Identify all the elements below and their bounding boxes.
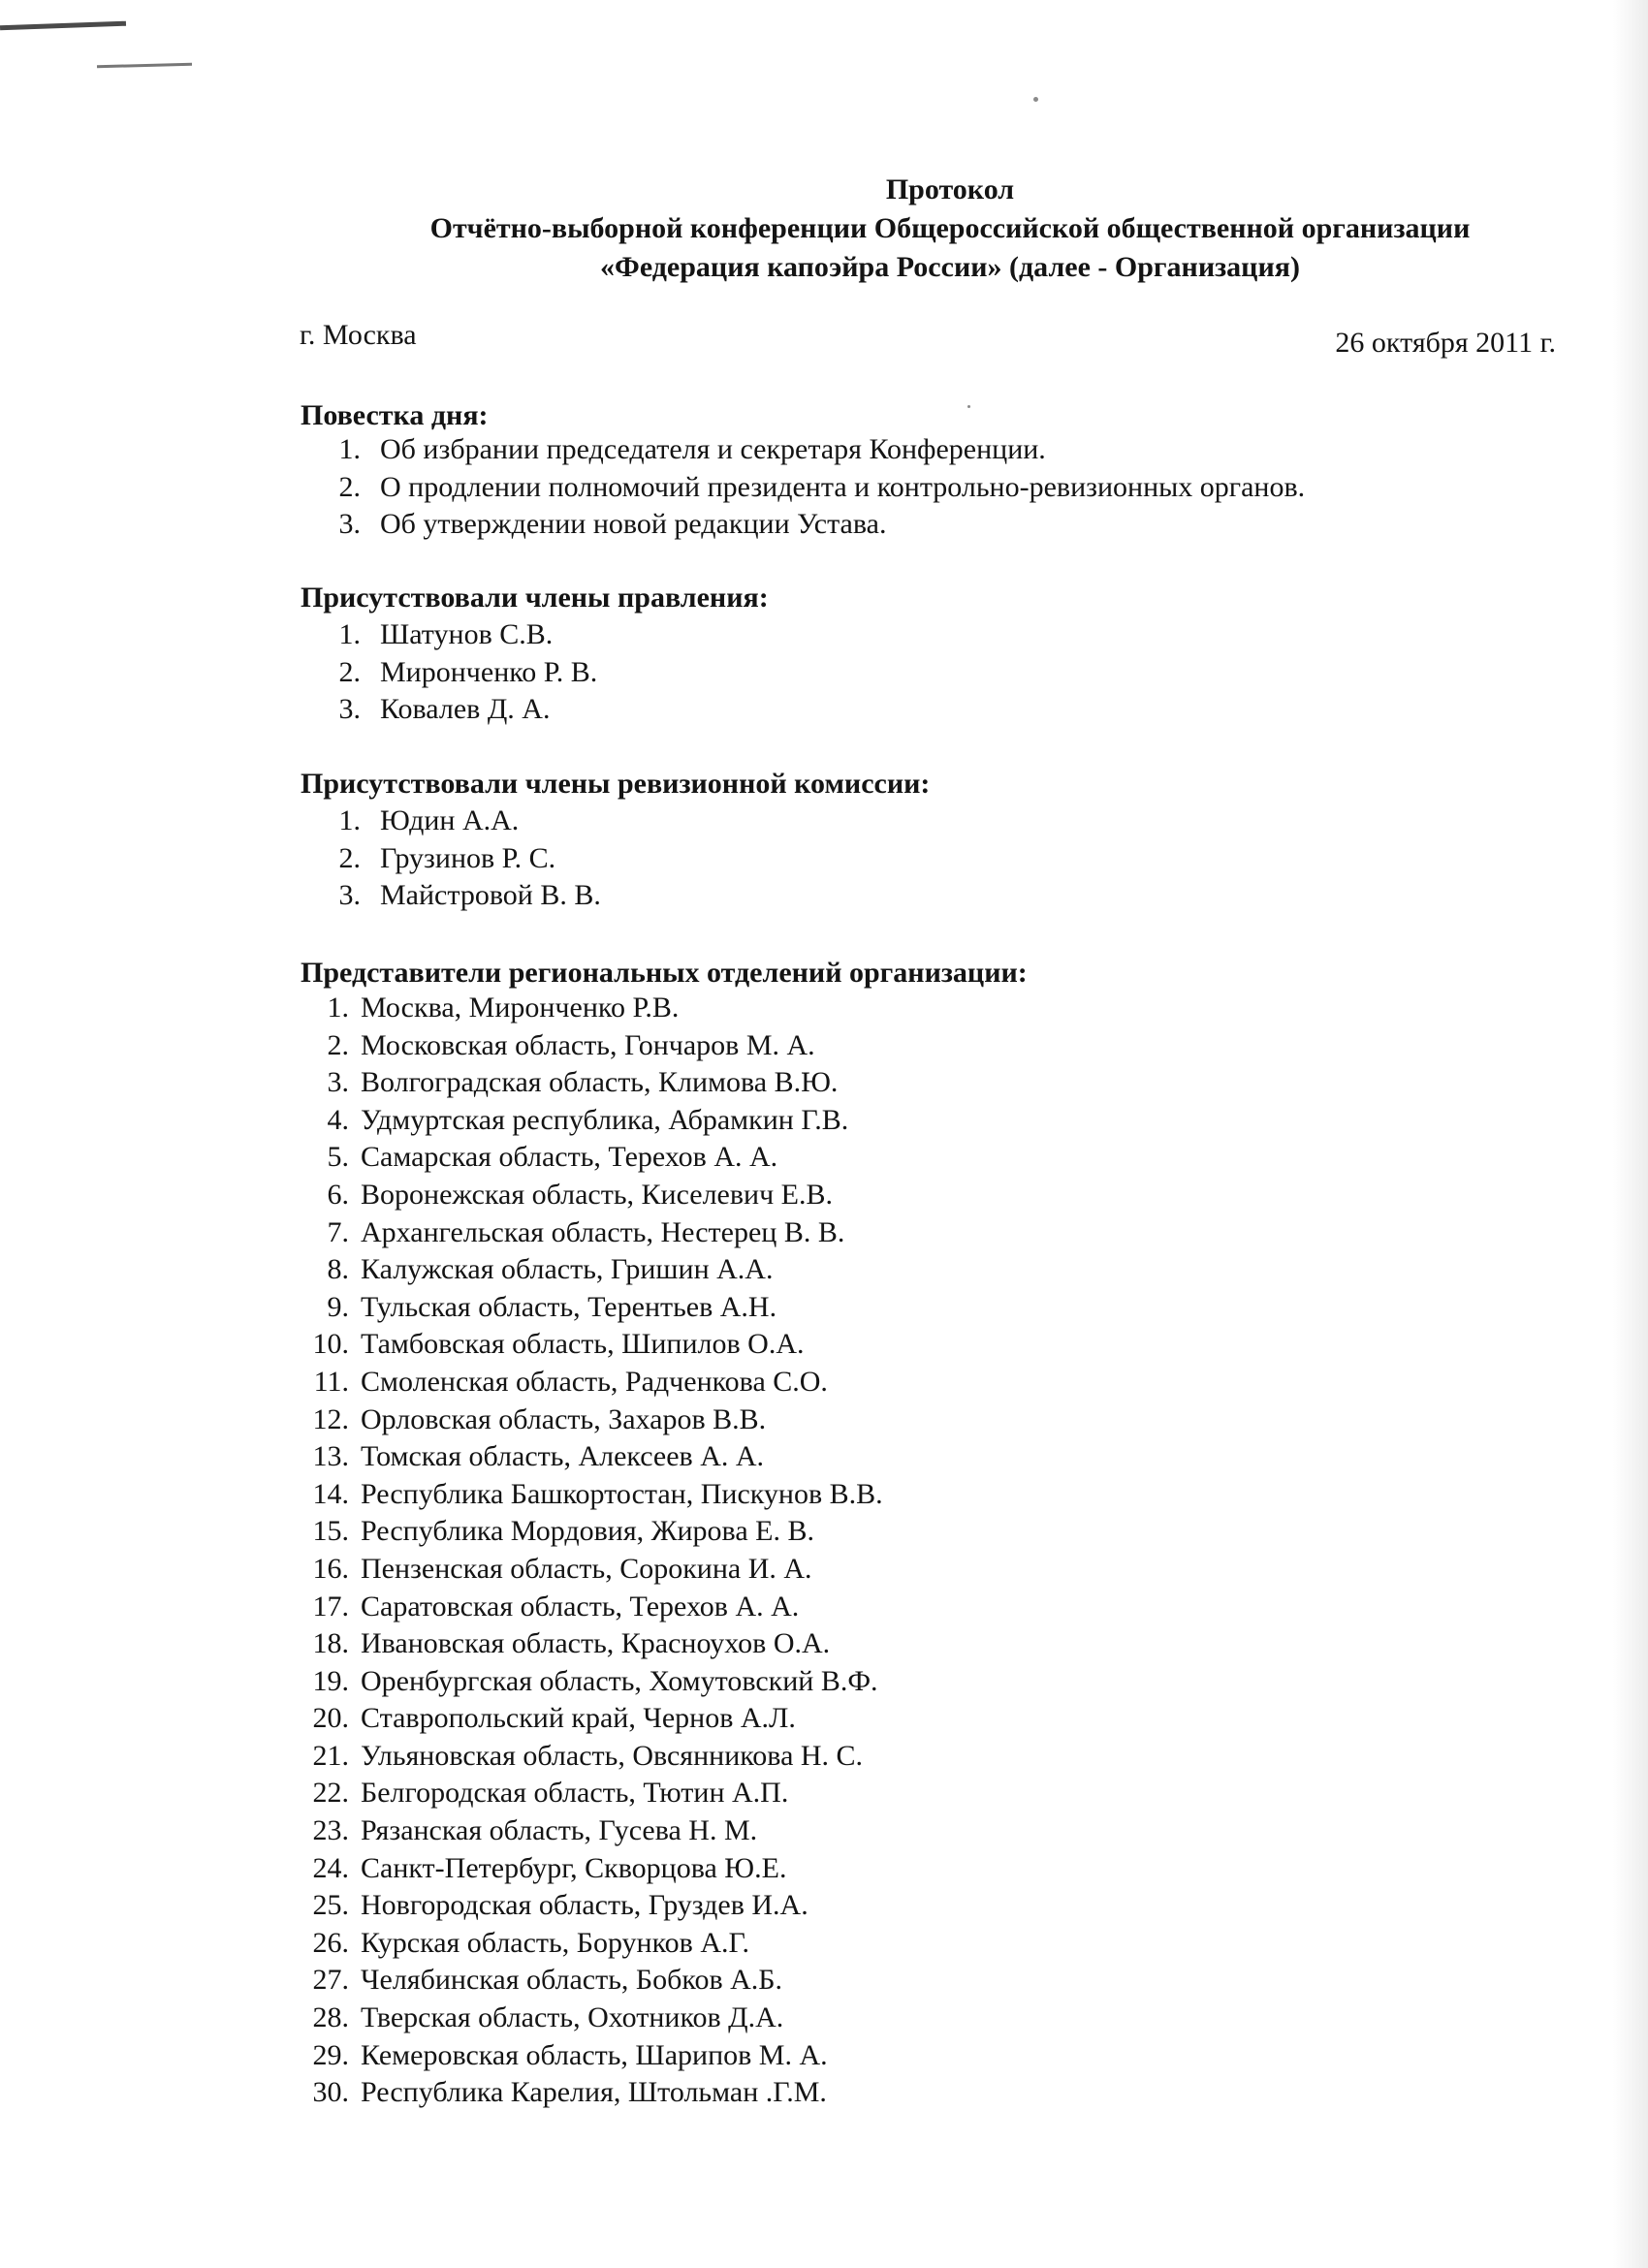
- list-item: [308, 1251, 883, 1289]
- agenda-heading: Повестка дня:: [301, 399, 489, 431]
- list-item: [308, 1589, 883, 1626]
- list-item: [308, 1064, 883, 1102]
- list-item-number: 14.: [312, 1477, 349, 1510]
- list-item-text: Рязанская область, Гусева Н. М.: [361, 1814, 758, 1847]
- list-item-number: 9.: [327, 1290, 349, 1323]
- list-item-number: 3.: [338, 879, 361, 912]
- list-item: [308, 1925, 883, 1963]
- list-item-text: Курская область, Борунков А.Г.: [361, 1926, 749, 1959]
- list-item-text: Москва, Мирончeнко Р.В.: [361, 992, 680, 1024]
- list-item-number: 26.: [312, 1926, 349, 1959]
- list-item-text: Тульская область, Терентьев А.Н.: [361, 1290, 777, 1323]
- list-item-text: Воронежская область, Киселевич Е.В.: [361, 1178, 834, 1211]
- list-item: [308, 1775, 883, 1812]
- list-item: [308, 1476, 883, 1514]
- list-item-text: Волгоградская область, Климова В.Ю.: [361, 1066, 839, 1099]
- scan-mark: [0, 21, 126, 31]
- list-item: [308, 2000, 883, 2037]
- list-item-text: Юдин А.А.: [380, 804, 520, 836]
- list-item-number: 16.: [312, 1552, 349, 1585]
- list-item-text: Калужская область, Гришин А.А.: [361, 1253, 774, 1286]
- list-item-number: 23.: [312, 1814, 349, 1847]
- scan-mark: [97, 63, 192, 69]
- audit-commission-list: [330, 803, 601, 915]
- agenda-list: [330, 431, 1305, 544]
- list-item: [308, 1214, 883, 1252]
- list-item-number: 29.: [312, 2038, 349, 2071]
- list-item-text: Санкт-Петербург, Скворцова Ю.Е.: [361, 1851, 787, 1884]
- document-title: Протокол: [885, 173, 1015, 205]
- list-item-number: 3.: [338, 508, 361, 541]
- list-item: [308, 1850, 883, 1888]
- list-item: [308, 2037, 883, 2075]
- list-item: [308, 1812, 883, 1850]
- list-item: [308, 1289, 883, 1327]
- board-heading: Присутствовали члены правления:: [301, 582, 769, 614]
- list-item-text: Республика Карелия, Штольман .Г.М.: [361, 2076, 827, 2109]
- list-item-number: 2.: [338, 655, 361, 688]
- list-item-number: 7.: [327, 1215, 349, 1248]
- list-item: [308, 990, 883, 1027]
- list-item-number: 15.: [312, 1515, 349, 1548]
- list-item: [330, 431, 1305, 469]
- list-item-number: 24.: [312, 1851, 349, 1884]
- list-item: [308, 1551, 883, 1589]
- document-subtitle-line1: Отчётно-выборной конференции Общероссийской общественной организации: [429, 212, 1471, 244]
- list-item-text: Орловская область, Захаров В.В.: [361, 1402, 767, 1435]
- list-item: [308, 1402, 883, 1439]
- list-item-text: Самарская область, Терехов А. А.: [361, 1141, 778, 1174]
- list-item: [330, 877, 601, 915]
- list-item: [308, 1962, 883, 2000]
- list-item-text: Ульяновская область, Овсянникова Н. С.: [361, 1739, 864, 1772]
- list-item-text: Удмуртская республика, Абрамкин Г.В.: [361, 1103, 849, 1136]
- list-item: [330, 616, 597, 654]
- list-item-text: Грузинов Р. С.: [380, 841, 556, 874]
- list-item: [308, 1177, 883, 1214]
- list-item: [330, 506, 1305, 544]
- list-item-text: Челябинская область, Бобков А.Б.: [361, 1964, 783, 1997]
- audit-heading: Присутствовали члены ревизионной комиссии:: [301, 768, 931, 800]
- list-item: [330, 691, 597, 729]
- list-item: [330, 803, 601, 840]
- list-item-number: 10.: [312, 1328, 349, 1361]
- list-item-number: 13.: [312, 1440, 349, 1473]
- list-item: [308, 1625, 883, 1663]
- scan-edge-shadow: [1613, 0, 1648, 2268]
- list-item: [330, 840, 601, 878]
- list-item-text: Республика Мордовия, Жирова Е. В.: [361, 1515, 814, 1548]
- list-item-text: Шатунов С.В.: [380, 618, 554, 650]
- list-item-number: 27.: [312, 1964, 349, 1997]
- list-item: [308, 1738, 883, 1776]
- list-item: [308, 1027, 883, 1065]
- list-item: [308, 1139, 883, 1177]
- list-item-text: Об утверждении новой редакции Устава.: [380, 508, 887, 541]
- list-item-number: 1.: [338, 804, 361, 836]
- list-item-text: Архангельская область, Нестерец В. В.: [361, 1215, 845, 1248]
- list-item: [330, 469, 1305, 507]
- list-item-number: 2.: [327, 1028, 349, 1061]
- list-item: [308, 1326, 883, 1364]
- list-item: [308, 1700, 883, 1738]
- list-item-number: 4.: [327, 1103, 349, 1136]
- regions-heading: Представители региональных отделений организации:: [301, 957, 1028, 989]
- list-item-text: Московская область, Гончаров М. А.: [361, 1028, 815, 1061]
- list-item-text: Мирончeнко Р. В.: [380, 655, 598, 688]
- list-item-text: Об избрании председателя и секретаря Конференции.: [380, 433, 1046, 465]
- list-item-number: 18.: [312, 1627, 349, 1660]
- list-item-number: 2.: [338, 470, 361, 503]
- list-item-number: 2.: [338, 841, 361, 874]
- scan-speck: [967, 405, 970, 408]
- list-item-text: Республика Башкортостан, Пискунов В.В.: [361, 1477, 883, 1510]
- list-item-number: 1.: [338, 618, 361, 650]
- document-city: г. Москва: [300, 319, 417, 351]
- list-item: [308, 1364, 883, 1402]
- scan-speck: [1033, 97, 1038, 102]
- list-item-number: 12.: [312, 1402, 349, 1435]
- list-item-number: 21.: [312, 1739, 349, 1772]
- list-item-number: 8.: [327, 1253, 349, 1286]
- list-item-number: 20.: [312, 1702, 349, 1735]
- list-item-number: 25.: [312, 1889, 349, 1922]
- list-item-number: 3.: [338, 693, 361, 726]
- list-item: [308, 1438, 883, 1476]
- list-item-number: 19.: [312, 1664, 349, 1697]
- list-item-text: Ивановская область, Красноухов О.А.: [361, 1627, 831, 1660]
- list-item-number: 5.: [327, 1141, 349, 1174]
- list-item-text: Ковалев Д. А.: [380, 693, 551, 726]
- list-item-number: 6.: [327, 1178, 349, 1211]
- list-item-number: 30.: [312, 2076, 349, 2109]
- list-item-text: Тамбовская область, Шипилов О.А.: [361, 1328, 805, 1361]
- list-item-number: 17.: [312, 1590, 349, 1622]
- list-item-number: 3.: [327, 1066, 349, 1099]
- list-item-text: Смоленская область, Радченкова С.О.: [361, 1365, 828, 1398]
- list-item-text: Оренбургская область, Хомутовский В.Ф.: [361, 1664, 878, 1697]
- list-item-text: Кемеровская область, Шарипов М. А.: [361, 2038, 828, 2071]
- list-item: [308, 1513, 883, 1551]
- list-item-number: 1.: [338, 433, 361, 465]
- list-item-number: 11.: [313, 1365, 349, 1398]
- list-item-number: 22.: [312, 1777, 349, 1810]
- list-item-text: Белгородская область, Тютин А.П.: [361, 1777, 789, 1810]
- list-item-number: 28.: [312, 2001, 349, 2034]
- list-item-text: Ставропольский край, Чернов А.Л.: [361, 1702, 796, 1735]
- list-item: [308, 2074, 883, 2112]
- list-item: [308, 1887, 883, 1925]
- regional-representatives-list: [308, 990, 883, 2112]
- list-item-text: Саратовская область, Терехов А. А.: [361, 1590, 800, 1622]
- list-item-text: Тверская область, Охотников Д.А.: [361, 2001, 784, 2034]
- list-item-number: 1.: [327, 992, 349, 1024]
- list-item-text: Томская область, Алексеев А. А.: [361, 1440, 765, 1473]
- board-members-list: [330, 616, 597, 729]
- list-item-text: Майстровой В. В.: [380, 879, 601, 912]
- list-item: [308, 1102, 883, 1140]
- list-item-text: Новгородская область, Груздев И.А.: [361, 1889, 808, 1922]
- list-item-text: Пензенская область, Сорокина И. А.: [361, 1552, 812, 1585]
- list-item: [308, 1663, 883, 1701]
- list-item: [330, 654, 597, 692]
- document-date: 26 октября 2011 г.: [1335, 327, 1556, 359]
- list-item-text: О продлении полномочий президента и контрольно-ревизионных органов.: [380, 470, 1306, 503]
- document-subtitle-line2: «Федерация капоэйра России» (далее - Организация): [600, 251, 1300, 283]
